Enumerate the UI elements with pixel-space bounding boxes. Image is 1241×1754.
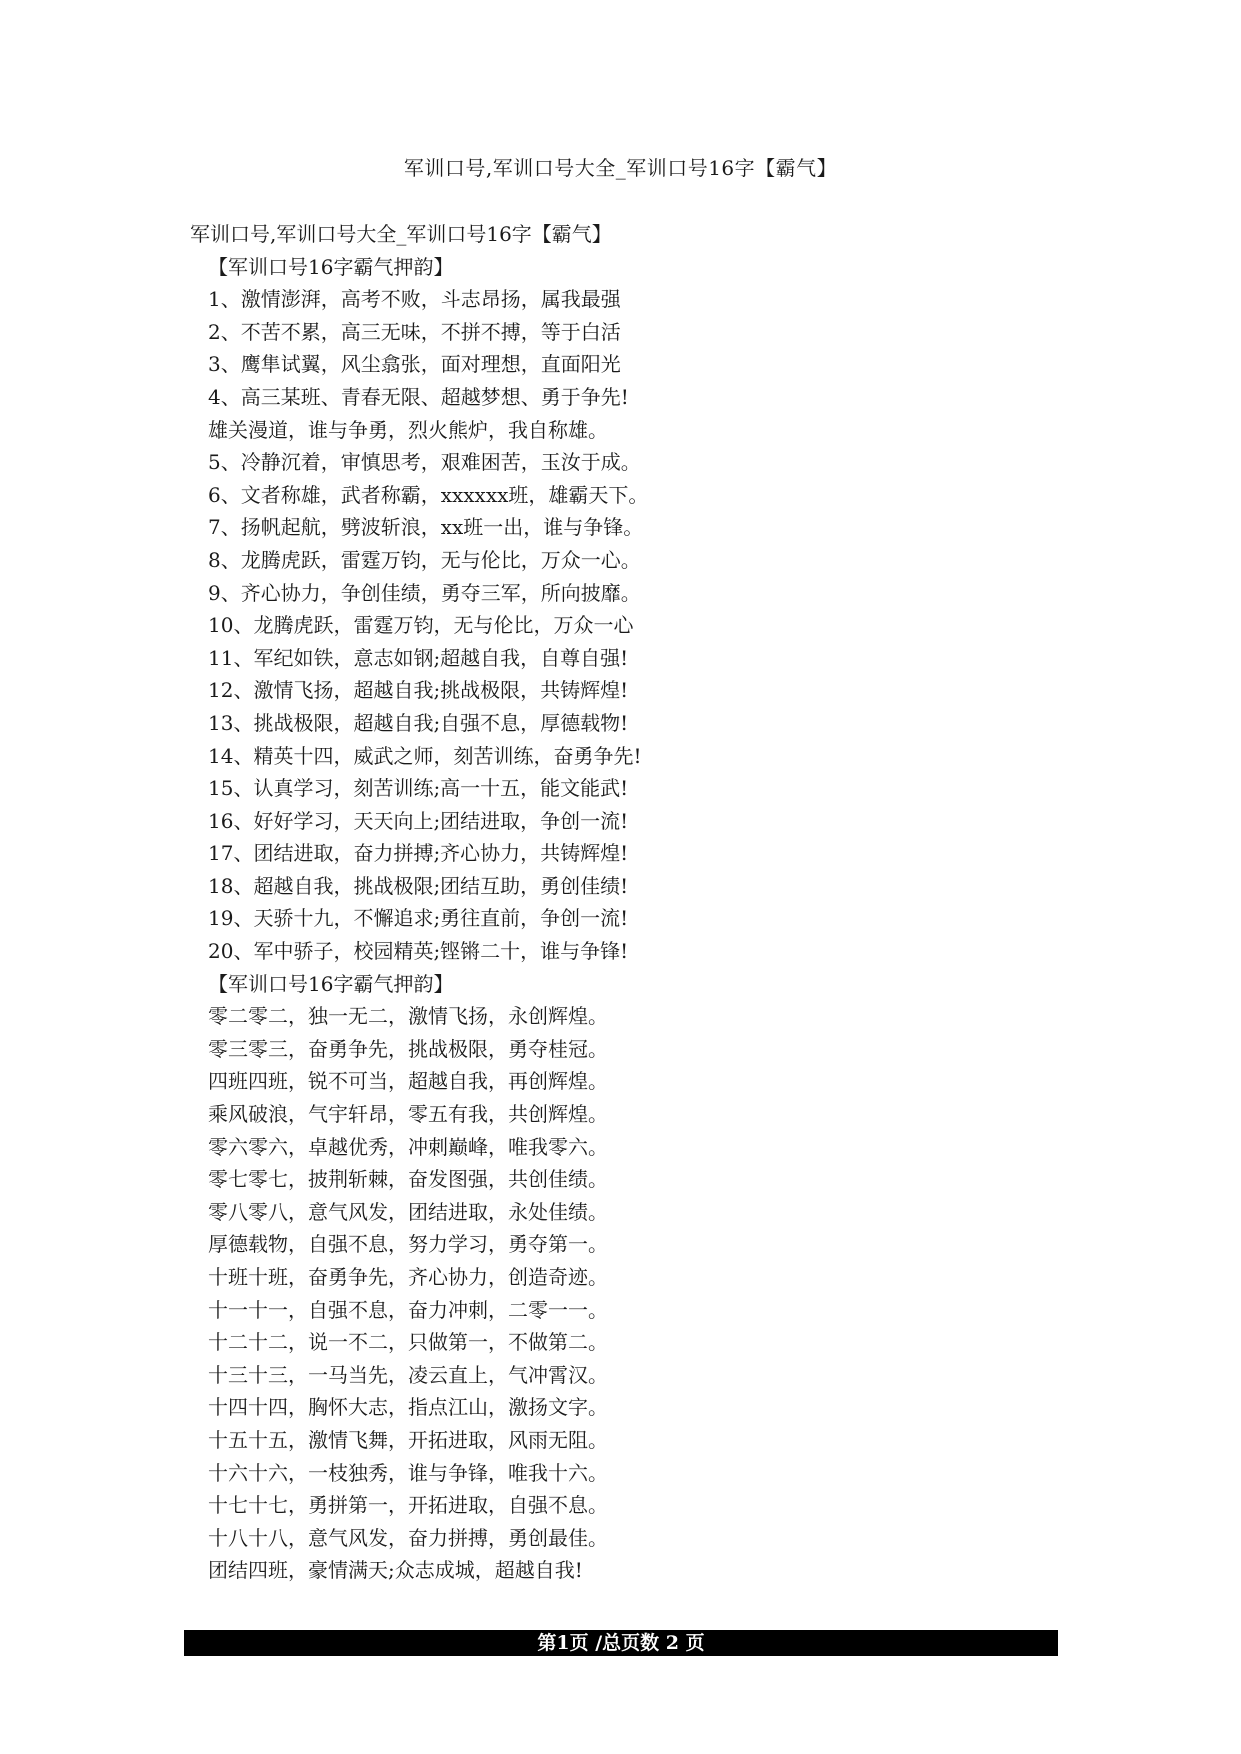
slogan-line: 十七十七，勇拼第一，开拓进取，自强不息。: [208, 1493, 608, 1518]
slogan-line: 9、齐心协力，争创佳绩，勇夺三军，所向披靡。: [208, 580, 641, 605]
slogan-line: 7、扬帆起航，劈波斩浪，xx班一出，谁与争锋。: [208, 515, 644, 540]
slogan-line: 十四十四，胸怀大志，指点江山，激扬文字。: [208, 1395, 608, 1420]
slogan-line: 雄关漫道，谁与争勇，烈火熊炉，我自称雄。: [208, 417, 608, 442]
slogan-line: 6、文者称雄，武者称霸，xxxxxx班，雄霸天下。: [208, 482, 649, 507]
slogan-line: 19、天骄十九，不懈追求;勇往直前，争创一流!: [208, 906, 629, 931]
document-body: [190, 218, 1070, 1587]
slogan-line: 十三十三，一马当先，凌云直上，气冲霄汉。: [208, 1362, 608, 1387]
slogan-line: 【军训口号16字霸气押韵】: [208, 971, 454, 996]
slogan-line: 零六零六，卓越优秀，冲刺巅峰，唯我零六。: [208, 1134, 608, 1159]
slogan-line: 17、团结进取，奋力拼搏;齐心协力，共铸辉煌!: [208, 841, 629, 866]
slogan-line: 十二十二，说一不二，只做第一，不做第二。: [208, 1330, 608, 1355]
slogan-line: 十六十六，一枝独秀，谁与争锋，唯我十六。: [208, 1460, 608, 1485]
slogan-line: 1、激情澎湃，高考不败，斗志昂扬，属我最强: [208, 287, 621, 312]
slogan-line: 十一十一，自强不息，奋力冲刺，二零一一。: [208, 1297, 608, 1322]
slogan-line: 8、龙腾虎跃，雷霆万钧，无与伦比，万众一心。: [208, 547, 641, 572]
slogan-line: 乘风破浪，气宇轩昂，零五有我，共创辉煌。: [208, 1102, 608, 1127]
slogan-line: 18、超越自我，挑战极限;团结互助，勇创佳绩!: [208, 873, 629, 898]
slogan-line: 4、高三某班、青春无限、超越梦想、勇于争先!: [208, 384, 629, 409]
slogan-line: 四班四班，锐不可当，超越自我，再创辉煌。: [208, 1069, 608, 1094]
slogan-line: 13、挑战极限，超越自我;自强不息，厚德载物!: [208, 710, 629, 735]
slogan-line: 厚德载物，自强不息，努力学习，勇夺第一。: [208, 1232, 608, 1257]
slogan-line: 3、鹰隼试翼，风尘翕张，面对理想，直面阳光: [208, 352, 621, 377]
slogan-line: 零二零二，独一无二，激情飞扬，永创辉煌。: [208, 1004, 608, 1029]
slogan-line: 10、龙腾虎跃，雷霆万钧，无与伦比，万众一心: [208, 613, 634, 638]
slogan-line: 12、激情飞扬，超越自我;挑战极限，共铸辉煌!: [208, 678, 629, 703]
slogan-line: 零七零七，披荆斩棘，奋发图强，共创佳绩。: [208, 1167, 608, 1192]
slogan-line: 5、冷静沉着，审慎思考，艰难困苦，玉汝于成。: [208, 450, 641, 475]
body-heading: 军训口号,军训口号大全_军训口号16字【霸气】: [190, 222, 612, 246]
slogan-line: 【军训口号16字霸气押韵】: [208, 254, 454, 279]
slogan-list: [190, 251, 1070, 1587]
slogan-line: 15、认真学习，刻苦训练;高一十五，能文能武!: [208, 776, 629, 801]
slogan-line: 16、好好学习，天天向上;团结进取，争创一流!: [208, 808, 629, 833]
slogan-line: 团结四班，豪情满天;众志成城，超越自我!: [208, 1558, 583, 1583]
slogan-line: 2、不苦不累，高三无味，不拼不搏，等于白活: [208, 319, 621, 344]
slogan-line: 零三零三，奋勇争先，挑战极限，勇夺桂冠。: [208, 1036, 608, 1061]
page-number: 第1页 /总页数 2 页: [537, 1632, 705, 1654]
slogan-line: 零八零八，意气风发，团结进取，永处佳绩。: [208, 1199, 608, 1224]
slogan-line: 11、军纪如铁，意志如钢;超越自我，自尊自强!: [208, 645, 629, 670]
document-title: 军训口号,军训口号大全_军训口号16字【霸气】: [403, 156, 838, 180]
slogan-line: 14、精英十四，威武之师，刻苦训练，奋勇争先!: [208, 743, 642, 768]
slogan-line: 十班十班，奋勇争先，齐心协力，创造奇迹。: [208, 1265, 608, 1289]
slogan-line: 20、军中骄子，校园精英;铿锵二十，谁与争锋!: [208, 939, 629, 964]
page-footer: [184, 1630, 1058, 1656]
slogan-line: 十八十八，意气风发，奋力拼搏，勇创最佳。: [208, 1525, 608, 1550]
slogan-line: 十五十五，激情飞舞，开拓进取，风雨无阻。: [208, 1427, 608, 1452]
